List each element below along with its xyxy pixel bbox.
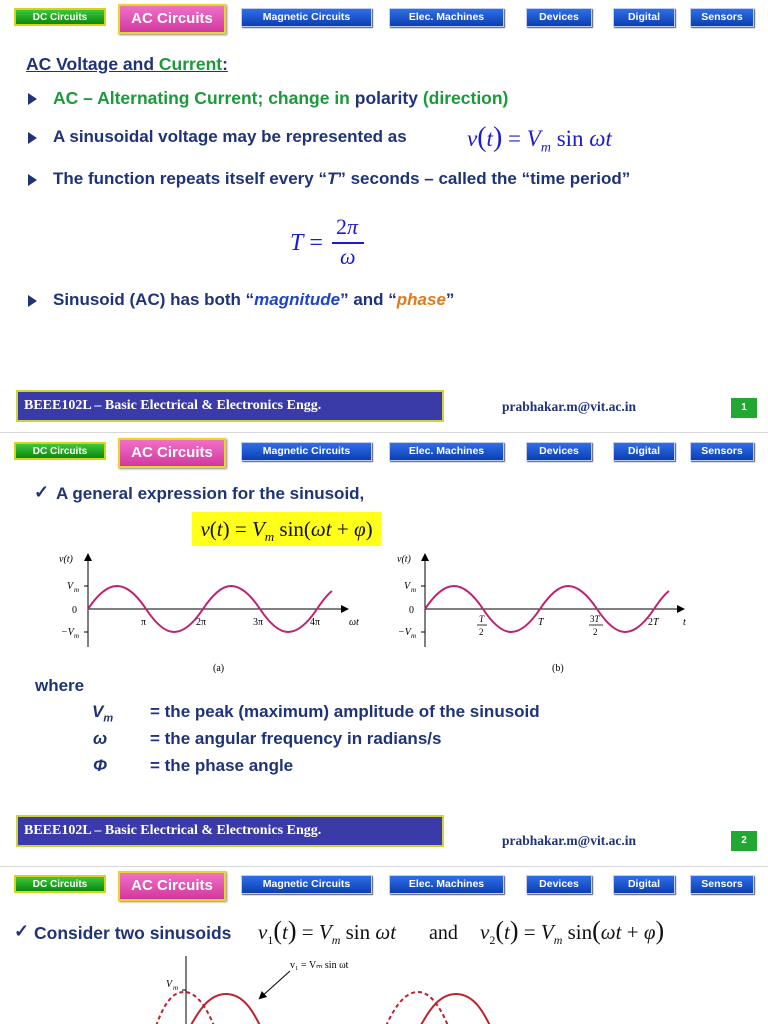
svg-text:2: 2 — [593, 627, 598, 637]
svg-text:3T: 3T — [590, 614, 600, 624]
nav-bar — [0, 867, 768, 907]
polarity-word: polarity — [354, 88, 418, 108]
course-footer: BEEE102L – Basic Electrical & Electronics Engg. — [16, 815, 444, 847]
bullet-text: AC – Alternating Current; change in — [53, 88, 355, 108]
period-symbol: T — [326, 169, 338, 188]
bullet-ac-definition — [53, 88, 508, 109]
svg-text:ωt: ωt — [349, 617, 359, 628]
nav-ac-circuits-button[interactable]: AC Circuits — [118, 4, 226, 34]
sinusoid-plot-a — [55, 549, 425, 679]
svg-text:T: T — [479, 614, 485, 624]
definition-symbol — [92, 702, 113, 724]
svg-text:π: π — [141, 617, 147, 628]
two-sinusoids-equation: $v_1(t) = V_m$ sin ωt — [258, 916, 397, 948]
page-number-badge: 1 — [731, 398, 757, 418]
bullet-text: ” seconds – called the “time period” — [337, 169, 631, 188]
second-sinusoid-equation: $v_2(t) = V_m$ sin(ωt + φ) — [480, 916, 665, 948]
svg-text:4π: 4π — [310, 617, 321, 628]
svg-text:v(t): v(t) — [397, 554, 411, 565]
nav-digital-button[interactable]: Digital — [613, 875, 675, 894]
bullet-arrow-icon — [28, 132, 37, 144]
nav-dc-circuits-button[interactable]: DC Circuits — [14, 442, 106, 460]
nav-ac-circuits-button[interactable]: AC Circuits — [118, 871, 226, 901]
svg-text:T: T — [538, 617, 544, 628]
definition-text: = the phase angle — [150, 756, 294, 775]
slide-3 — [0, 867, 768, 1024]
bullet-text: ” and “ — [340, 290, 397, 309]
definition-text: = the angular frequency in radians/s — [150, 729, 442, 748]
svg-text:m: m — [173, 984, 179, 992]
bullet-magnitude-phase — [53, 290, 454, 310]
svg-text:0: 0 — [72, 605, 77, 616]
nav-digital-button[interactable]: Digital — [613, 442, 675, 461]
nav-bar — [0, 0, 768, 40]
two-sinusoids-plot — [150, 954, 570, 1024]
svg-text:2: 2 — [479, 627, 484, 637]
general-expression-text: A general expression for the sinusoid, — [56, 484, 365, 503]
consider-two-sinusoids-text: Consider two sinusoids — [34, 923, 232, 943]
checkmark-icon: ✓ — [34, 482, 50, 502]
nav-magnetic-circuits-button[interactable]: Magnetic Circuits — [241, 875, 372, 894]
bullet-arrow-icon — [28, 174, 37, 186]
svg-text:v(t): v(t) — [59, 554, 73, 565]
svg-text:V: V — [67, 581, 74, 592]
reference-wave — [186, 994, 264, 1024]
phase-shifted-wave — [156, 992, 214, 1024]
svg-text:2π: 2π — [196, 617, 207, 628]
definition-text: = the peak (maximum) amplitude of the sinusoid — [150, 702, 540, 721]
direction-word: (direction) — [417, 88, 509, 108]
nav-digital-button[interactable]: Digital — [613, 8, 675, 27]
slide-heading — [26, 54, 228, 75]
heading-part: AC Voltage and — [26, 54, 159, 74]
bullet-sinusoidal-voltage: A sinusoidal voltage may be represented as — [53, 127, 407, 146]
nav-bar — [0, 434, 768, 474]
nav-ac-circuits-button[interactable]: AC Circuits — [118, 438, 226, 468]
svg-text:−V: −V — [61, 627, 74, 638]
course-footer: BEEE102L – Basic Electrical & Electronics Engg. — [16, 390, 444, 422]
bullet-text: Sinusoid (AC) has both “ — [53, 290, 255, 309]
svg-text:m: m — [411, 586, 417, 594]
slide-2 — [0, 434, 768, 864]
caption-a: (a) — [213, 663, 225, 674]
nav-elec-machines-button[interactable]: Elec. Machines — [389, 875, 504, 894]
svg-text:2T: 2T — [648, 617, 659, 628]
svg-text:V: V — [404, 581, 411, 592]
author-email: prabhakar.m@vit.ac.in — [502, 399, 636, 414]
nav-devices-button[interactable]: Devices — [526, 8, 592, 27]
nav-elec-machines-button[interactable]: Elec. Machines — [389, 8, 504, 27]
svg-text:m: m — [74, 586, 80, 594]
nav-sensors-button[interactable]: Sensors — [690, 875, 754, 894]
slide-divider — [0, 432, 768, 433]
heading-current-word: Current — [158, 54, 223, 74]
svg-text:m: m — [74, 632, 80, 640]
svg-text:V: V — [166, 979, 173, 990]
svg-text:−V: −V — [398, 627, 411, 638]
definition-symbol: Φ — [93, 756, 107, 775]
bullet-arrow-icon — [28, 93, 37, 105]
nav-sensors-button[interactable]: Sensors — [690, 8, 754, 27]
equation-v-t: $v(t) = V_m$ sin ωt — [467, 122, 612, 156]
nav-dc-circuits-button[interactable]: DC Circuits — [14, 875, 106, 893]
nav-devices-button[interactable]: Devices — [526, 442, 592, 461]
checkmark-icon: ✓ — [14, 921, 30, 941]
bullet-text: The function repeats itself every “ — [53, 169, 327, 188]
nav-elec-machines-button[interactable]: Elec. Machines — [389, 442, 504, 461]
reference-wave — [416, 994, 494, 1024]
vm-symbol: V — [92, 702, 104, 721]
magnitude-word: magnitude — [254, 290, 341, 309]
slide-1 — [0, 0, 768, 430]
svg-text:t: t — [683, 617, 686, 628]
sinusoid-plot-b — [395, 549, 735, 679]
graph-label: v₁ = Vₘ sin ωt — [290, 960, 349, 971]
svg-text:m: m — [411, 632, 417, 640]
caption-b: (b) — [552, 663, 564, 674]
vm-subscript: m — [103, 712, 114, 725]
nav-magnetic-circuits-button[interactable]: Magnetic Circuits — [241, 442, 372, 461]
equation-period: T = 2π ω — [290, 214, 380, 274]
page-number-badge: 2 — [731, 831, 757, 851]
general-sinusoid-equation: $v(t) = V_m$ sin(ωt + φ) — [192, 512, 381, 546]
and-word: and — [429, 922, 458, 944]
heading-colon: : — [222, 54, 228, 74]
bullet-time-period — [53, 169, 630, 189]
nav-magnetic-circuits-button[interactable]: Magnetic Circuits — [241, 8, 372, 27]
svg-text:3π: 3π — [253, 617, 264, 628]
svg-text:0: 0 — [409, 605, 414, 616]
phase-word: phase — [396, 290, 446, 309]
definition-symbol: ω — [93, 729, 108, 748]
phase-shifted-wave — [386, 992, 448, 1024]
nav-sensors-button[interactable]: Sensors — [690, 442, 754, 461]
author-email: prabhakar.m@vit.ac.in — [502, 833, 636, 848]
bullet-text: ” — [445, 290, 455, 309]
where-label: where — [35, 676, 85, 695]
nav-devices-button[interactable]: Devices — [526, 875, 592, 894]
nav-dc-circuits-button[interactable]: DC Circuits — [14, 8, 106, 26]
bullet-arrow-icon — [28, 295, 37, 307]
